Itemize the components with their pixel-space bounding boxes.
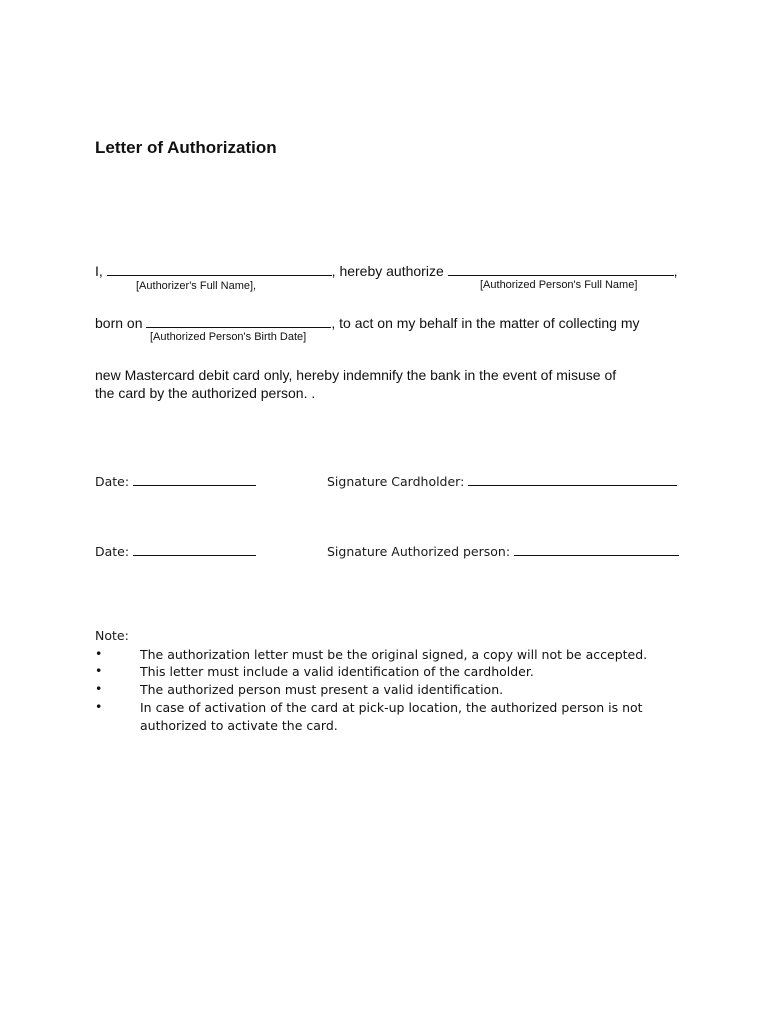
authorized-person-name-field[interactable] [448, 261, 674, 276]
date-row-1 [95, 471, 256, 489]
text-prefix: I, [95, 263, 103, 279]
note-item-continuation: authorized to activate the card. [140, 718, 338, 733]
bullet: • [95, 681, 103, 696]
signature-label: Signature Cardholder: [327, 474, 465, 489]
letter-title: Letter of Authorization [95, 138, 277, 157]
bullet: • [95, 663, 103, 678]
birth-date-caption: [Authorized Person's Birth Date] [150, 331, 307, 343]
text-middle: , hereby authorize [331, 263, 444, 279]
authorization-line [95, 261, 678, 280]
date-field[interactable] [133, 471, 256, 486]
indemnity-line-2: the card by the authorized person. . [95, 385, 316, 401]
indemnity-line-1: new Mastercard debit card only, hereby indemnify the bank in the event of misuse of [95, 367, 617, 383]
note-item: This letter must include a valid identification of the cardholder. [140, 664, 534, 679]
text-prefix: born on [95, 315, 143, 331]
signature-row-2 [327, 541, 679, 559]
bullet: • [95, 646, 103, 661]
bullet: • [95, 699, 103, 714]
cardholder-signature-field[interactable] [468, 471, 677, 486]
authorizer-name-field[interactable] [107, 261, 332, 276]
note-heading: Note: [95, 628, 129, 643]
date-label: Date: [95, 544, 130, 559]
text-suffix: , to act on my behalf in the matter of collecting my [331, 315, 640, 331]
authorized-person-signature-field[interactable] [514, 541, 679, 556]
date-label: Date: [95, 474, 130, 489]
text-suffix: , [673, 263, 678, 279]
signature-row-1 [327, 471, 677, 489]
note-item: In case of activation of the card at pick-up location, the authorized person is not [140, 700, 643, 715]
birth-date-field[interactable] [146, 313, 331, 328]
authorizer-caption: [Authorizer's Full Name], [136, 280, 257, 292]
authorized-person-caption: [Authorized Person's Full Name] [480, 279, 638, 291]
date-row-2 [95, 541, 256, 559]
signature-label: Signature Authorized person: [327, 544, 511, 559]
note-item: The authorization letter must be the original signed, a copy will not be accepted. [140, 647, 648, 662]
date-field[interactable] [133, 541, 256, 556]
birth-date-line [95, 313, 640, 332]
note-item: The authorized person must present a valid identification. [140, 682, 504, 697]
